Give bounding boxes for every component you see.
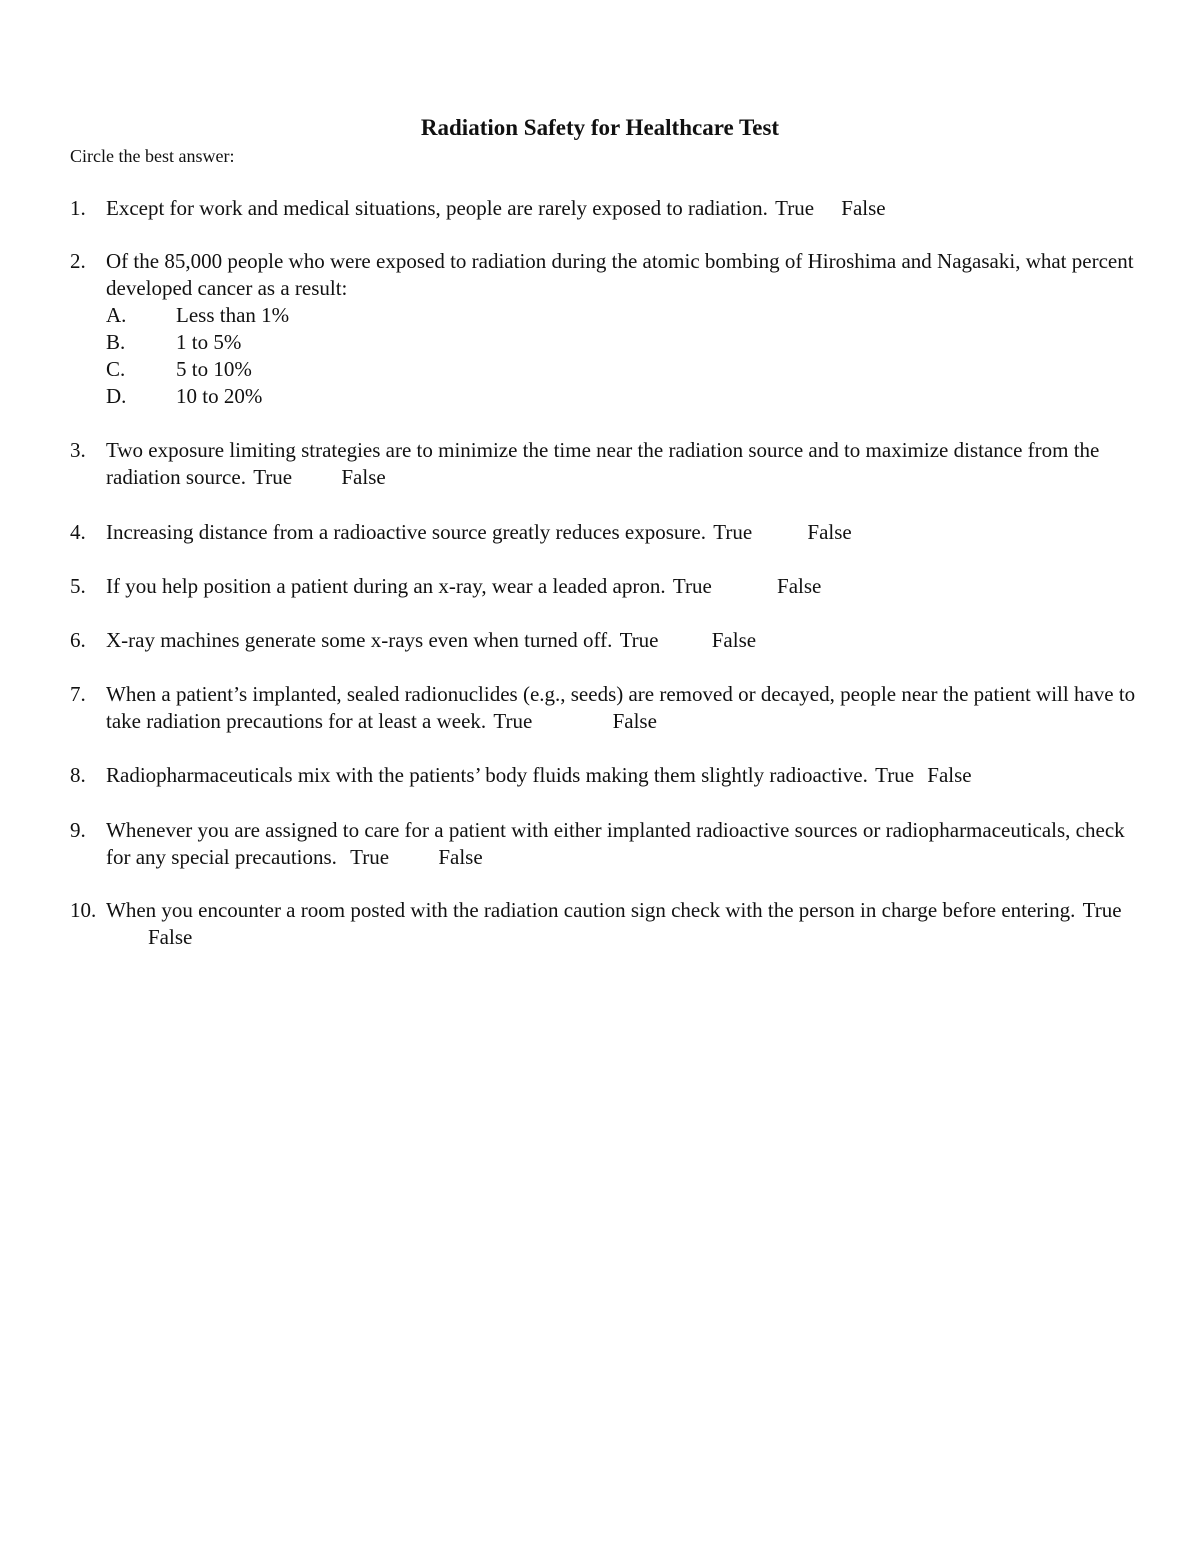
answer-true[interactable]: True <box>672 574 712 598</box>
question-text: When you encounter a room posted with the radiation caution sign check with the person in charge before entering. <box>106 898 1076 922</box>
question-number: 8. <box>70 763 86 787</box>
instructions: Circle the best answer: <box>70 146 235 166</box>
question-text: Whenever you are assigned to care for a patient with either implanted radioactive sources or radiopharmaceuticals, check for any special precautions. <box>106 818 1125 869</box>
option-letter: D. <box>106 384 127 408</box>
option-text: Less than 1% <box>176 303 290 327</box>
question-9 <box>70 817 1140 871</box>
question-5 <box>70 573 1140 600</box>
page-title: Radiation Safety for Healthcare Test <box>420 115 780 140</box>
option-b[interactable] <box>106 329 1140 356</box>
question-number: 5. <box>70 574 86 598</box>
question-text: If you help position a patient during an x-ray, wear a leaded apron. <box>106 574 666 598</box>
answer-true[interactable]: True <box>713 520 753 544</box>
answer-true[interactable]: True <box>253 465 293 489</box>
question-number: 2. <box>70 249 86 273</box>
question-4 <box>70 519 1140 546</box>
answer-false[interactable]: False <box>341 465 386 489</box>
answer-false[interactable]: False <box>148 925 193 949</box>
question-number: 9. <box>70 818 86 842</box>
question-number: 10. <box>70 898 97 922</box>
question-text: When a patient’s implanted, sealed radionuclides (e.g., seeds) are removed or decayed, people near the patient will have to take radiation precautions for at least a week. <box>106 682 1136 733</box>
answer-false[interactable]: False <box>438 845 483 869</box>
answer-false[interactable]: False <box>841 196 886 220</box>
question-number: 6. <box>70 628 86 652</box>
question-text: Radiopharmaceuticals mix with the patients’ body fluids making them slightly radioactive. <box>106 763 868 787</box>
answer-true[interactable]: True <box>875 763 915 787</box>
question-2 <box>70 248 1140 410</box>
answer-false[interactable]: False <box>612 709 657 733</box>
question-1 <box>70 195 1140 222</box>
option-letter: A. <box>106 303 127 327</box>
question-6 <box>70 627 1140 654</box>
option-c[interactable] <box>106 356 1140 383</box>
option-text: 1 to 5% <box>176 330 242 354</box>
question-3 <box>70 437 1140 491</box>
answer-false[interactable]: False <box>711 628 757 652</box>
question-text: Increasing distance from a radioactive source greatly reduces exposure. <box>106 520 706 544</box>
option-d[interactable] <box>106 383 1140 410</box>
option-letter: C. <box>106 357 126 381</box>
answer-true[interactable]: True <box>350 845 390 869</box>
answer-true[interactable]: True <box>493 709 533 733</box>
question-number: 7. <box>70 682 86 706</box>
question-10 <box>70 897 1140 951</box>
question-number: 1. <box>70 196 86 220</box>
question-text: Of the 85,000 people who were exposed to radiation during the atomic bombing of Hiroshima and Nagasaki, what percent developed cancer as a result: <box>106 249 1134 300</box>
question-text: Except for work and medical situations, people are rarely exposed to radiation. <box>106 196 768 220</box>
answer-false[interactable]: False <box>807 520 852 544</box>
question-8 <box>70 762 1140 789</box>
answer-true[interactable]: True <box>619 628 659 652</box>
answer-false[interactable]: False <box>777 574 822 598</box>
option-letter: B. <box>106 330 126 354</box>
question-text: Two exposure limiting strategies are to minimize the time near the radiation source and to maximize distance from the radiation source. <box>106 438 1100 489</box>
answer-false[interactable]: False <box>927 763 972 787</box>
option-a[interactable] <box>106 302 1140 329</box>
option-text: 5 to 10% <box>176 357 252 381</box>
option-text: 10 to 20% <box>176 384 263 408</box>
question-number: 3. <box>70 438 86 462</box>
question-number: 4. <box>70 520 86 544</box>
question-7 <box>70 681 1140 735</box>
answer-true[interactable]: True <box>775 196 815 220</box>
question-text: X-ray machines generate some x-rays even when turned off. <box>106 628 613 652</box>
answer-true[interactable]: True <box>1082 898 1122 922</box>
